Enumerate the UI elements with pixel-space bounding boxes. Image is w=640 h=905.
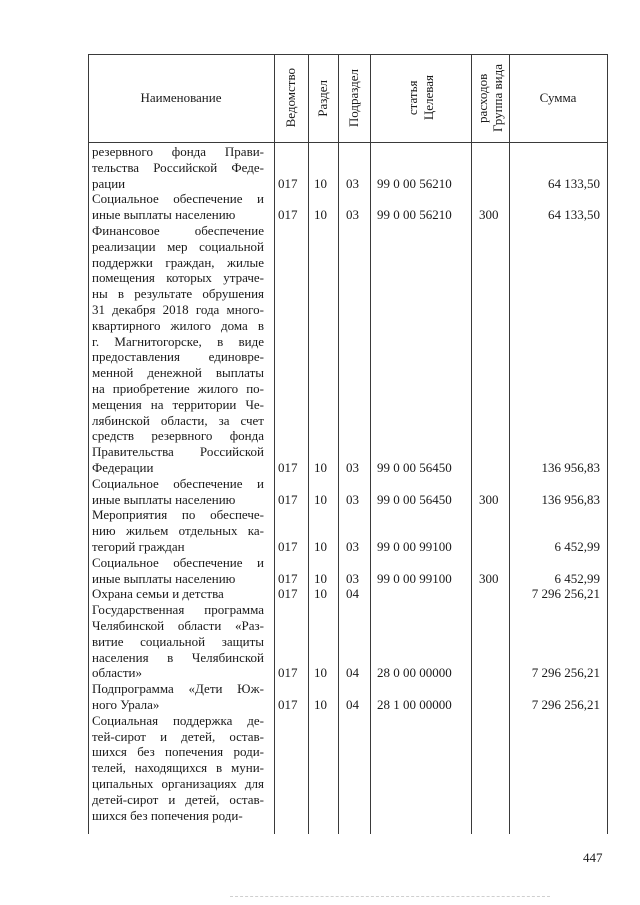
row-name-line: ны в результате обрушения bbox=[92, 286, 264, 302]
row-name-line: ного Урала» bbox=[92, 696, 160, 712]
table-row bbox=[88, 586, 608, 602]
row-name-line: телей, находящихся в муни- bbox=[92, 760, 264, 776]
table-row bbox=[88, 713, 608, 824]
row-summa: 64 133,50 bbox=[548, 207, 600, 223]
row-name-line: тельства Российской Феде- bbox=[92, 159, 264, 175]
table-row bbox=[88, 681, 608, 713]
row-razdel: 10 bbox=[314, 207, 327, 223]
row-summa: 6 452,99 bbox=[554, 570, 600, 586]
row-name-line: тегорий граждан bbox=[92, 538, 185, 554]
row-name-line: Социальное обеспечение и bbox=[92, 554, 264, 570]
table-row bbox=[88, 191, 608, 223]
row-name bbox=[92, 223, 264, 476]
header-gruppa-line2: расходов bbox=[474, 73, 490, 123]
row-name bbox=[92, 602, 264, 681]
row-ved: 017 bbox=[278, 491, 298, 507]
row-razdel: 10 bbox=[314, 491, 327, 507]
row-name-line: мещения на территории Че- bbox=[92, 396, 264, 412]
row-name-line: Федерации bbox=[92, 459, 154, 475]
row-name-line: квартирного жилого дома в bbox=[92, 317, 264, 333]
row-celevaya: 28 1 00 00000 bbox=[377, 696, 452, 712]
table-row bbox=[88, 555, 608, 587]
row-name-line: на приобретение жилого по- bbox=[92, 380, 264, 396]
table-row bbox=[88, 223, 608, 476]
row-name-line: Финансовое обеспечение bbox=[92, 223, 264, 238]
row-summa: 7 296 256,21 bbox=[531, 665, 600, 681]
table-row bbox=[88, 144, 608, 191]
row-name-line: Социальная поддержка де- bbox=[92, 712, 264, 728]
header-razdel-text: Раздел bbox=[315, 79, 330, 117]
row-name-line: Охрана семьи и детства bbox=[92, 586, 224, 602]
row-name bbox=[92, 144, 264, 191]
row-ved: 017 bbox=[278, 175, 298, 191]
row-name-line: Социальное обеспечение и bbox=[92, 475, 264, 491]
row-celevaya: 99 0 00 56450 bbox=[377, 491, 452, 507]
row-ved: 017 bbox=[278, 207, 298, 223]
header-podrazdel bbox=[338, 54, 370, 142]
header-gruppa bbox=[471, 54, 509, 142]
row-summa: 136 956,83 bbox=[541, 491, 600, 507]
header-ved-text: Ведомство bbox=[283, 68, 298, 128]
header-name-text: Наименование bbox=[140, 90, 222, 105]
row-gruppa: 300 bbox=[479, 207, 499, 223]
row-ved: 017 bbox=[278, 696, 298, 712]
row-summa: 7 296 256,21 bbox=[531, 696, 600, 712]
row-name-line: иные выплаты населению bbox=[92, 570, 236, 586]
row-gruppa: 300 bbox=[479, 491, 499, 507]
row-podrazdel: 04 bbox=[346, 665, 359, 681]
row-podrazdel: 03 bbox=[346, 538, 359, 554]
row-celevaya: 28 0 00 00000 bbox=[377, 665, 452, 681]
header-ved bbox=[274, 54, 308, 142]
row-celevaya: 99 0 00 99100 bbox=[377, 538, 452, 554]
row-name-line: шихся без попечения роди- bbox=[92, 744, 264, 760]
row-razdel: 10 bbox=[314, 570, 327, 586]
row-name-line: витие социальной защиты bbox=[92, 633, 264, 649]
row-ved: 017 bbox=[278, 586, 298, 602]
header-celevaya-wrap bbox=[406, 75, 436, 120]
row-name-line: ципальных организациях для bbox=[92, 775, 264, 791]
row-name-line: населения в Челябинской bbox=[92, 649, 264, 665]
row-name-line: менной денежной выплаты bbox=[92, 365, 264, 381]
row-summa: 136 956,83 bbox=[541, 460, 600, 475]
header-razdel bbox=[308, 54, 338, 142]
row-name-line: помещения которых утраче- bbox=[92, 270, 264, 286]
row-name-line: г. Магнитогорске, в виде bbox=[92, 333, 264, 349]
row-summa: 7 296 256,21 bbox=[531, 586, 600, 602]
row-podrazdel: 03 bbox=[346, 491, 359, 507]
row-razdel: 10 bbox=[314, 538, 327, 554]
header-bottom-border bbox=[88, 142, 608, 143]
row-name-line: Челябинской области «Раз- bbox=[92, 617, 264, 633]
row-ved: 017 bbox=[278, 538, 298, 554]
row-razdel: 10 bbox=[314, 586, 327, 602]
row-name bbox=[92, 586, 264, 602]
row-gruppa: 300 bbox=[479, 570, 499, 586]
row-name-line: 31 декабря 2018 года много- bbox=[92, 301, 264, 317]
header-celevaya-line1: Целевая bbox=[420, 75, 436, 121]
table-row bbox=[88, 602, 608, 681]
table-row bbox=[88, 507, 608, 554]
row-name-line: Правительства Российской bbox=[92, 444, 264, 460]
row-name-line: резервного фонда Прави- bbox=[92, 144, 264, 159]
row-name-line: реализации мер социальной bbox=[92, 238, 264, 254]
row-name bbox=[92, 681, 264, 713]
row-name-line: шихся без попечения роди- bbox=[92, 807, 243, 823]
row-podrazdel: 03 bbox=[346, 460, 359, 475]
row-name bbox=[92, 555, 264, 587]
header-celevaya bbox=[370, 54, 471, 142]
row-name-line: средств резервного фонда bbox=[92, 428, 264, 444]
table-body bbox=[88, 144, 608, 834]
row-ved: 017 bbox=[278, 665, 298, 681]
row-podrazdel: 04 bbox=[346, 696, 359, 712]
row-name-line: предоставления единовре- bbox=[92, 349, 264, 365]
row-name-line: тей-сирот и детей, остав- bbox=[92, 728, 264, 744]
row-name-line: Подпрограмма «Дети Юж- bbox=[92, 681, 264, 697]
row-podrazdel: 03 bbox=[346, 175, 359, 191]
budget-table bbox=[88, 54, 608, 834]
header-gruppa-wrap bbox=[476, 64, 505, 132]
row-celevaya: 99 0 00 56210 bbox=[377, 207, 452, 223]
row-ved: 017 bbox=[278, 460, 298, 475]
row-ved: 017 bbox=[278, 570, 298, 586]
row-razdel: 10 bbox=[314, 665, 327, 681]
header-name bbox=[88, 54, 274, 142]
row-name bbox=[92, 476, 264, 508]
row-name bbox=[92, 507, 264, 554]
row-name-line: детей-сирот и детей, остав- bbox=[92, 791, 264, 807]
row-summa: 64 133,50 bbox=[548, 175, 600, 191]
table-row bbox=[88, 476, 608, 508]
row-name-line: поддержки граждан, жилые bbox=[92, 254, 264, 270]
row-name-line: иные выплаты населению bbox=[92, 207, 236, 223]
row-name bbox=[92, 191, 264, 223]
header-celevaya-line2: статья bbox=[404, 80, 420, 116]
row-razdel: 10 bbox=[314, 460, 327, 475]
row-podrazdel: 03 bbox=[346, 207, 359, 223]
header-podrazdel-text: Подраздел bbox=[346, 68, 361, 128]
row-name-line: иные выплаты населению bbox=[92, 491, 236, 507]
page-number: 447 bbox=[583, 850, 603, 865]
header-summa bbox=[509, 54, 607, 142]
footer-rule bbox=[230, 896, 550, 897]
row-summa: 6 452,99 bbox=[554, 538, 600, 554]
row-podrazdel: 03 bbox=[346, 570, 359, 586]
row-name bbox=[92, 713, 264, 824]
row-name-line: нию жильем отдельных ка- bbox=[92, 523, 264, 539]
row-celevaya: 99 0 00 56210 bbox=[377, 175, 452, 191]
row-celevaya: 99 0 00 56450 bbox=[377, 460, 452, 475]
row-name-line: области» bbox=[92, 665, 142, 681]
row-razdel: 10 bbox=[314, 175, 327, 191]
row-name-line: Мероприятия по обеспече- bbox=[92, 507, 264, 523]
row-name-line: рации bbox=[92, 175, 126, 191]
row-podrazdel: 04 bbox=[346, 586, 359, 602]
row-celevaya: 99 0 00 99100 bbox=[377, 570, 452, 586]
header-summa-text: Сумма bbox=[539, 90, 577, 105]
header-gruppa-line1: Группа вида bbox=[489, 64, 505, 132]
row-name-line: Государственная программа bbox=[92, 602, 264, 618]
row-name-line: лябинской области, за счет bbox=[92, 412, 264, 428]
row-name-line: Социальное обеспечение и bbox=[92, 191, 264, 207]
row-razdel: 10 bbox=[314, 696, 327, 712]
